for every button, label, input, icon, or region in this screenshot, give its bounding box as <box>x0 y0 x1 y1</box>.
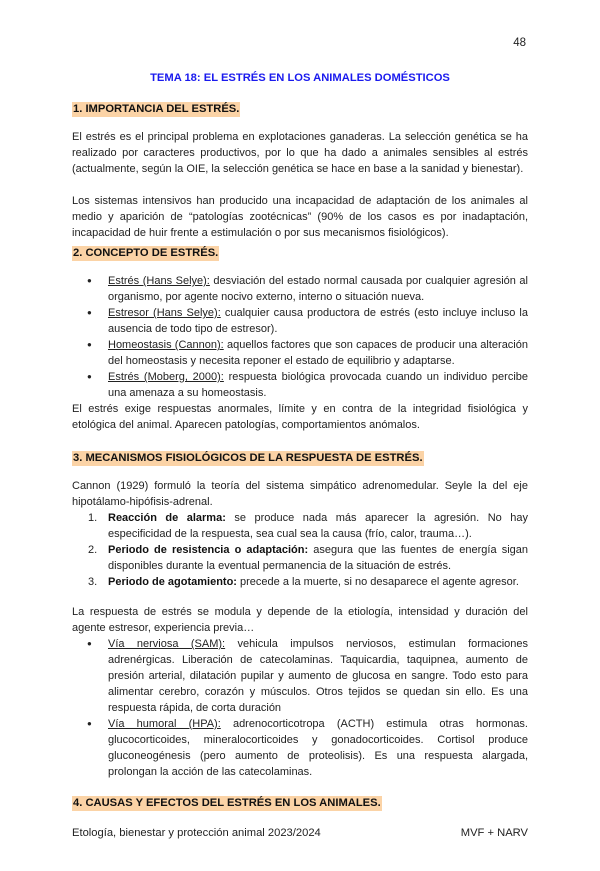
definition: cualquier causa productora de estrés (esto incluye incluso la ausencia de todo tipo de estresor). <box>108 307 528 335</box>
term: Vía humoral (HPA): <box>108 718 221 730</box>
paragraph: El estrés es el principal problema en explotaciones ganaderas. La selección genética se ha realizado por caracteres productivos, por lo que ha dado a animales sensibles al estrés (actualmente, según la OIE, la selección genética se hace en base a la sanidad y bienestar). <box>72 131 528 175</box>
section-heading-3: 3. MECANISMOS FISIOLÓGICOS DE LA RESPUESTA DE ESTRÉS. <box>73 452 423 464</box>
definition: precede a la muerte, si no desaparece el agente agresor. <box>236 576 519 588</box>
paragraph: Cannon (1929) formuló la teoría del sistema simpático adrenomedular. Seyle la del eje hipotálamo-hipófisis-adrenal. <box>72 480 528 508</box>
term: Periodo de resistencia o adaptación: <box>108 544 309 556</box>
list-number: 1. <box>88 512 98 524</box>
definition: adrenocorticotropa (ACTH) estimula otras hormonas. glucocorticoides, mineralocorticoides y gonadocorticoides. Cortisol produce gluconeogénesis (pero aumento de proteolisis). Es una respuesta alargada, prolongan la acción de las catecolaminas. <box>108 718 528 778</box>
definition: se produce nada más aparecer la agresión. No hay especificidad de la respuesta, sea cual sea la causa (frío, calor, trauma…). <box>108 512 528 540</box>
term: Periodo de agotamiento: <box>108 576 237 588</box>
list-item <box>72 305 528 337</box>
list-item <box>72 542 528 574</box>
term: Vía nerviosa (SAM): <box>108 638 226 650</box>
definition: asegura que las fuentes de energía sigan disponibles durante la eventual permanencia de la situación de estrés. <box>108 544 528 572</box>
paragraph: La respuesta de estrés se modula y depende de la etiología, intensidad y duración del agente estresor, experiencia previa… <box>72 606 528 634</box>
paragraph: El estrés exige respuestas anormales, límite y en contra de la integridad fisiológica y etológica del animal. Aparecen patologías, comportamientos anómalos. <box>72 403 528 431</box>
term: Reacción de alarma: <box>108 512 226 524</box>
footer-authors: MVF + NARV <box>460 827 528 839</box>
list-item <box>72 510 528 542</box>
term: Estrés (Moberg, 2000): <box>108 371 224 383</box>
concept-list <box>72 273 528 433</box>
list-item <box>72 273 528 305</box>
list-item <box>72 337 528 369</box>
term: Homeostasis (Cannon): <box>108 339 224 351</box>
definition: aquellos factores que son capaces de producir una alteración del homeostasis y necesita reponer el estado de equilibrio y adaptarse. <box>108 339 528 367</box>
page-number: 48 <box>513 37 526 49</box>
footer <box>72 811 528 841</box>
section-3-body <box>72 478 528 780</box>
document-title: TEMA 18: EL ESTRÉS EN LOS ANIMALES DOMÉSTICOS <box>150 72 450 84</box>
list-item <box>72 716 528 780</box>
definition: respuesta biológica provocada cuando un individuo percibe una amenaza a su homeostasis. <box>108 371 528 399</box>
list-item <box>72 574 528 590</box>
definition: vehicula impulsos nerviosos, estimulan formaciones adrenérgicas. Liberación de catecolaminas. Taquicardia, taquipnea, aumento de presión arterial, dilatación pupilar y aumento de glucosa en sangre. Todo esto para alimentar cerebro, corazón y músculos. Otros tejidos se quedan sin ello. Es una respuesta rápida, de corta duración <box>108 638 528 714</box>
term: Estrés (Hans Selye): <box>108 275 210 287</box>
section-heading-4: 4. CAUSAS Y EFECTOS DEL ESTRÉS EN LOS ANIMALES. <box>73 797 381 809</box>
paragraph: Los sistemas intensivos han producido una incapacidad de adaptación de los animales al medio y aparición de “patologías zootécnicas” (90% de los casos es por inadaptación, incapacidad de huir frente a estimulación o por sus mecanismos fisiológicos). <box>72 195 528 239</box>
term: Estresor (Hans Selye): <box>108 307 221 319</box>
list-number: 3. <box>88 576 98 588</box>
definition: desviación del estado normal causada por cualquier agresión al organismo, por agente nocivo externo, interno o situación nueva. <box>108 275 528 303</box>
section-heading-1: 1. IMPORTANCIA DEL ESTRÉS. <box>73 103 240 115</box>
footer-course: Etología, bienestar y protección animal 2023/2024 <box>72 827 321 839</box>
list-number: 2. <box>88 544 98 556</box>
list-item <box>72 369 528 401</box>
section-heading-2: 2. CONCEPTO DE ESTRÉS. <box>73 247 219 259</box>
list-item <box>72 636 528 716</box>
